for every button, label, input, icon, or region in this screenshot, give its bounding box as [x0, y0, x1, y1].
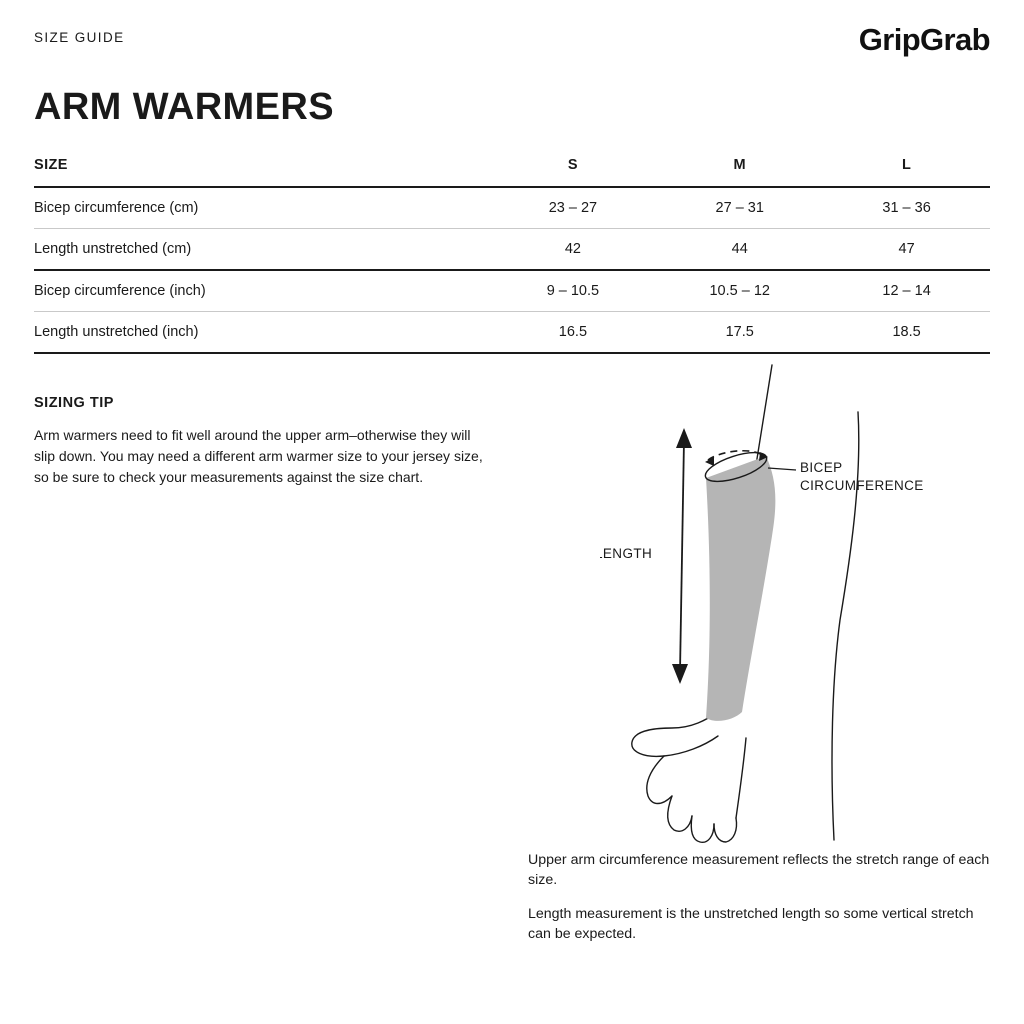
table-row	[34, 187, 990, 229]
table-header-row	[34, 157, 990, 187]
brand-logo: GripGrab	[858, 22, 990, 57]
bicep-leader-line	[768, 468, 796, 470]
table-row	[34, 270, 990, 312]
row-value-s: 42	[564, 241, 581, 257]
row-value-m: 17.5	[725, 324, 754, 340]
row-value-m: 44	[731, 241, 748, 257]
sizing-tip-body: Arm warmers need to fit well around the upper arm–otherwise they will slip down. You may need a different arm warmer size to your jersey size, so be sure to check your measurements against the size chart.	[34, 427, 483, 485]
sleeve-shape	[706, 456, 775, 721]
row-value-s: 9 – 10.5	[546, 283, 600, 299]
note-item: Length measurement is the unstretched length so some vertical stretch can be expected.	[528, 906, 974, 942]
row-value-l: 47	[898, 241, 915, 257]
table-row	[34, 312, 990, 354]
bicep-label-line1: BICEP	[800, 460, 843, 475]
length-arrow	[672, 428, 692, 684]
row-value-l: 31 – 36	[882, 200, 931, 216]
notes-section	[528, 850, 990, 958]
row-label: Length unstretched (cm)	[34, 241, 192, 257]
row-value-s: 16.5	[558, 324, 588, 340]
sizing-tip-heading: SIZING TIP	[34, 395, 114, 411]
table-body	[34, 187, 990, 353]
length-label: LENGTH	[600, 546, 653, 561]
column-header-m: M	[733, 157, 746, 173]
column-header-size: SIZE	[34, 157, 68, 173]
page-kicker: SIZE GUIDE	[34, 30, 125, 45]
row-label: Length unstretched (inch)	[34, 324, 199, 340]
table-row	[34, 229, 990, 271]
row-label: Bicep circumference (cm)	[34, 200, 199, 216]
row-value-m: 10.5 – 12	[709, 283, 770, 299]
row-value-s: 23 – 27	[548, 200, 598, 216]
arm-illustration	[600, 360, 1020, 860]
page-title: ARM WARMERS	[34, 86, 334, 128]
row-value-m: 27 – 31	[715, 200, 764, 216]
row-label: Bicep circumference (inch)	[34, 283, 206, 299]
column-header-l: L	[901, 157, 912, 173]
row-value-l: 12 – 14	[882, 283, 931, 299]
table-header	[34, 157, 990, 187]
column-header-s: S	[567, 157, 578, 173]
note-item: Upper arm circumference measurement reflects the stretch range of each size.	[528, 852, 990, 888]
bicep-label-line2: CIRCUMFERENCE	[800, 478, 924, 493]
page-header	[34, 22, 990, 64]
row-value-l: 18.5	[892, 324, 921, 340]
size-chart-table	[34, 157, 990, 354]
